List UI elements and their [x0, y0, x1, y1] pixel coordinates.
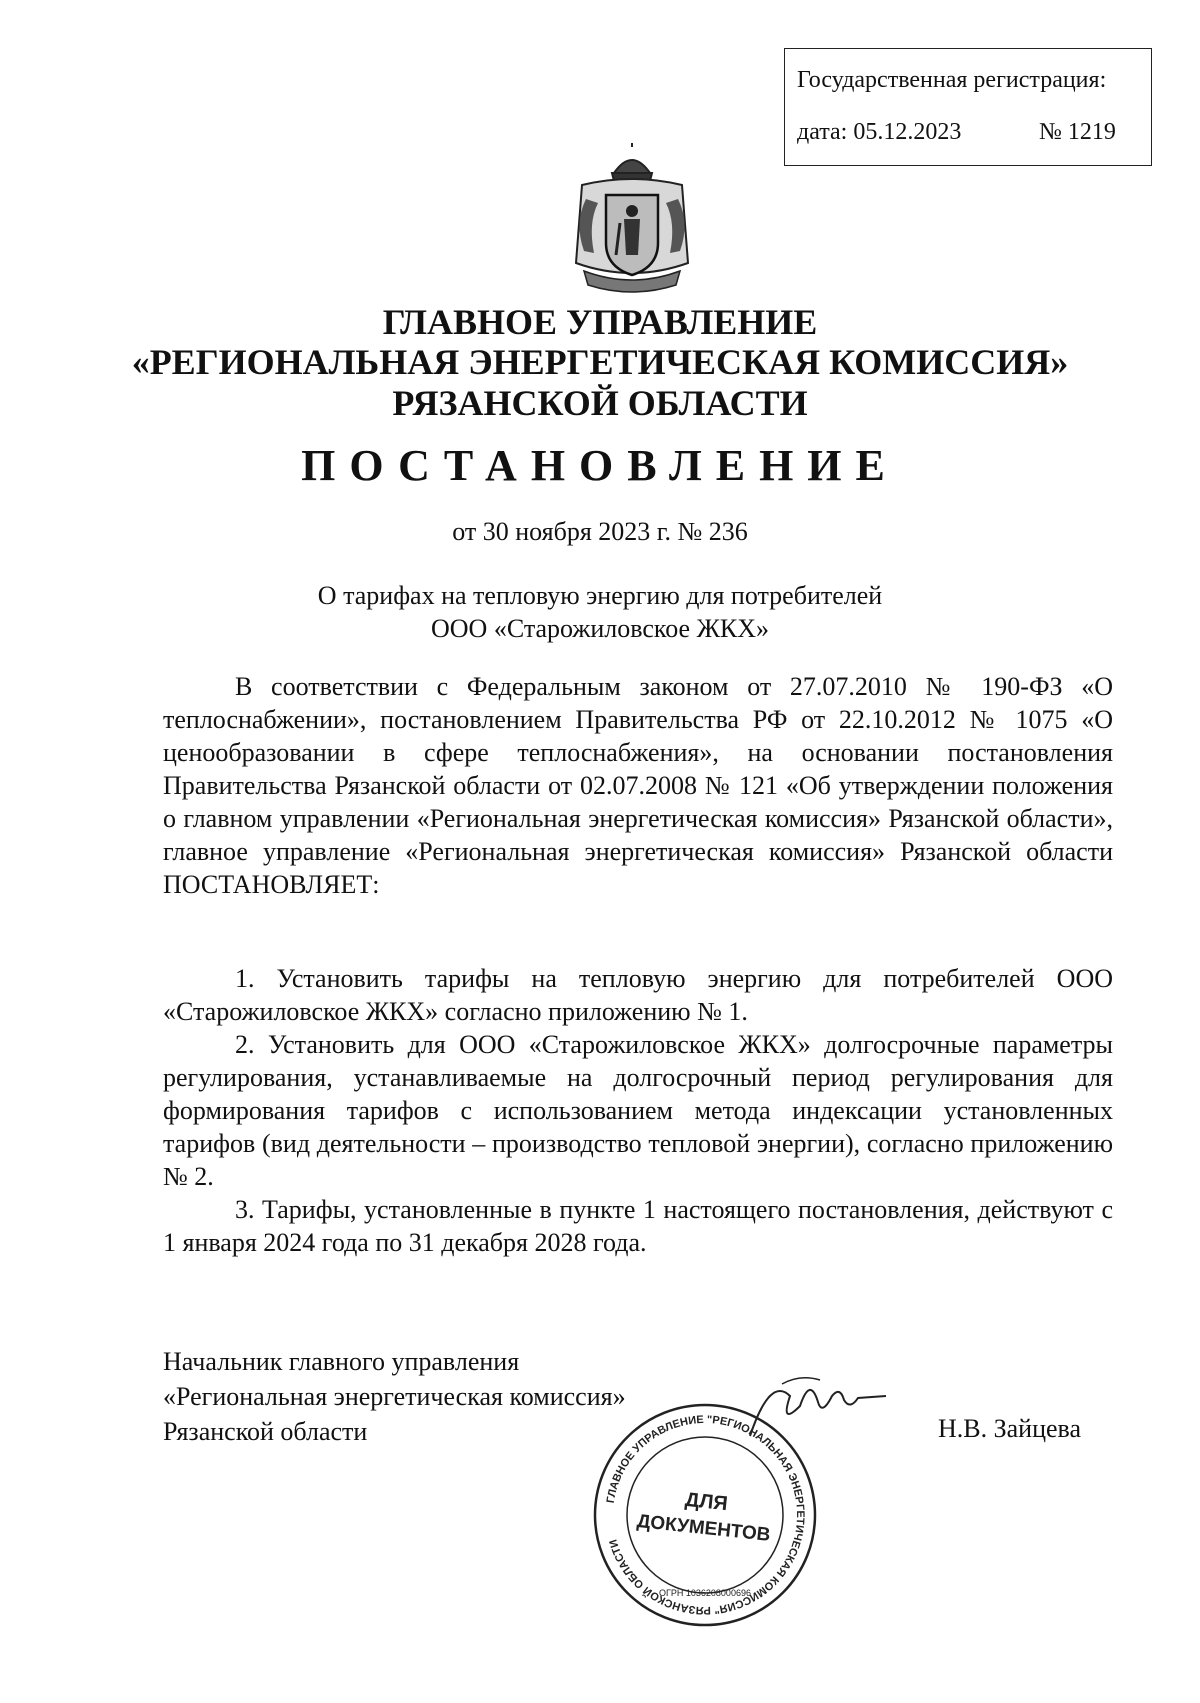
org-name-line2: «РЕГИОНАЛЬНАЯ ЭНЕРГЕТИЧЕСКАЯ КОМИССИЯ»	[131, 342, 1069, 382]
org-name-line3: РЯЗАНСКОЙ ОБЛАСТИ	[392, 383, 808, 423]
document-date-number: от 30 ноября 2023 г. № 236	[452, 517, 748, 546]
stamp-ring-text: ГЛАВНОЕ УПРАВЛЕНИЕ "РЕГИОНАЛЬНАЯ ЭНЕРГЕТИЧЕСКАЯ КОМИССИЯ" РЯЗАНСКОЙ ОБЛАСТИ	[604, 1413, 807, 1617]
subject-line1: О тарифах на тепловую энергию для потребителей	[317, 581, 883, 610]
signatory-name: Н.В. Зайцева	[938, 1414, 1082, 1443]
signatory-position-line3: Рязанской области	[163, 1417, 368, 1446]
signatory-position-line2: «Региональная энергетическая комиссия»	[163, 1382, 626, 1411]
resolution-items	[163, 962, 1113, 1259]
subject-line2: ООО «Старожиловское ЖКХ»	[431, 614, 769, 643]
coat-of-arms-icon	[564, 143, 700, 295]
registration-box	[784, 48, 1152, 166]
stamp-center-line2: ДОКУМЕНТОВ	[635, 1510, 772, 1546]
stamp-ogrn: ОГРН 1036208000696	[659, 1588, 751, 1598]
preamble-paragraph: В соответствии с Федеральным законом от 27.07.2010 № 190-ФЗ «О теплоснабжении», постановлением Правительства РФ от 22.10.2012 № 1075 «О ценообразовании в сфере теплоснабжения», на основании постановления Правительства Рязанской области от 02.07.2008 № 121 «Об утверждении положения о главном управлении «Региональная энергетическая комиссия» Рязанской области», главное управление «Региональная энергетическая комиссия» Рязанской области ПОСТАНОВЛЯЕТ:	[163, 672, 1113, 899]
preamble	[163, 670, 1113, 901]
resolution-item-2: 2. Установить для ООО «Старожиловское ЖКХ» долгосрочные параметры регулирования, устанавливаемые на долгосрочный период регулирования для формирования тарифов с использованием метода индексации установленных тарифов (вид деятельности – производство тепловой энергии), согласно приложению № 2.	[163, 1030, 1113, 1191]
registration-number: № 1219	[1039, 119, 1116, 145]
registration-date: дата: 05.12.2023	[797, 119, 962, 145]
document-type-title: ПОСТАНОВЛЕНИЕ	[301, 441, 899, 490]
stamp-center-line1: ДЛЯ	[683, 1488, 729, 1516]
registration-title: Государственная регистрация:	[797, 67, 1107, 93]
handwritten-signature-icon	[740, 1366, 890, 1446]
resolution-item-1: 1. Установить тарифы на тепловую энергию для потребителей ООО «Старожиловское ЖКХ» согласно приложению № 1.	[163, 964, 1113, 1026]
signatory-position-line1: Начальник главного управления	[163, 1347, 520, 1376]
signatory-position	[163, 1344, 626, 1449]
resolution-item-3: 3. Тарифы, установленные в пункте 1 настоящего постановления, действуют с 1 января 2024 года по 31 декабря 2028 года.	[163, 1195, 1113, 1257]
org-name-line1: ГЛАВНОЕ УПРАВЛЕНИЕ	[382, 302, 818, 342]
